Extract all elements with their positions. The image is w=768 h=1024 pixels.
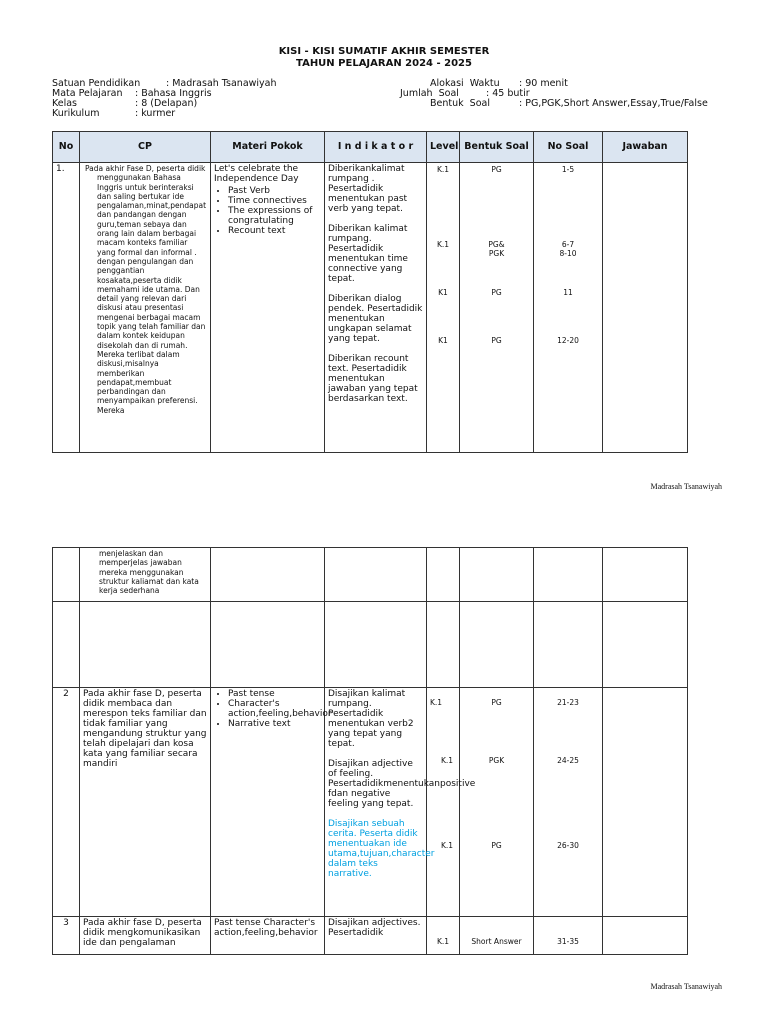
kisi-table-page2 (52, 547, 688, 955)
materi-intro: Let's celebrate the Independence Day (214, 164, 299, 184)
meta-kurikulum-value: : kurmer (135, 108, 176, 119)
bentuk-value: Short Answer (471, 937, 522, 946)
meta-satuan-label: Satuan Pendidikan (52, 78, 141, 89)
materi-item: • The expressions of congratulating (228, 206, 321, 226)
table-row (53, 548, 688, 602)
nosoal-value: 21-23 (557, 698, 579, 707)
meta-satuan-value: : Madrasah Tsanawiyah (166, 78, 277, 89)
materi-item: • Past tense (228, 689, 321, 699)
nosoal-value: 1-5 (561, 165, 575, 174)
meta-kelas-value: : 8 (Delapan) (135, 98, 198, 109)
doc-title: KISI - KISI SUMATIF AKHIR SEMESTER (278, 46, 490, 57)
indikator-text: Diberikankalimat rumpang . Pesertadidik menentukan past verb yang tepat. (328, 164, 408, 214)
meta-mapel-value: : Bahasa Inggris (135, 88, 212, 99)
cp-text: menjelaskan dan memperjelas jawaban mereka menggunakan struktur kaliamat dan kata kerja sederhana (99, 549, 199, 596)
footer-text: Madrasah Tsanawiyah (650, 482, 722, 491)
materi-text: Past tense Character's action,feeling,behavior (214, 918, 318, 938)
indikator-text: Diberikan kalimat rumpang. Pesertadidik menentukan time connective yang tepat. (328, 224, 408, 284)
meta-alokasi-value: : 90 menit (519, 78, 568, 89)
nosoal-value: 11 (563, 288, 573, 297)
nosoal-value: 26-30 (557, 841, 579, 850)
row-number: 3 (63, 918, 69, 928)
cp-text: Pada akhir fase D, peserta didik mengkomunikasikan ide dan pengalaman (83, 918, 202, 948)
level-value: K1 (438, 336, 448, 345)
nosoal-value: 24-25 (557, 756, 579, 765)
bentuk-value: PG& (488, 240, 505, 249)
bentuk-value: PG (491, 288, 502, 297)
level-value: K.1 (441, 756, 454, 765)
row-number: 2 (63, 689, 69, 699)
jawaban-cell (603, 917, 688, 955)
bentuk-value: PG (491, 841, 502, 850)
meta-bentuk-value: : PG,PGK,Short Answer,Essay,True/False (519, 98, 708, 109)
indikator-text: Diberikan dialog pendek. Pesertadidik menentukan ungkapan selamat yang tepat. (328, 294, 423, 344)
footer-text: Madrasah Tsanawiyah (650, 982, 722, 991)
meta-mapel-label: Mata Pelajaran (52, 88, 123, 99)
table-row (53, 163, 688, 453)
nosoal-value: 31-35 (557, 937, 579, 946)
col-cp: CP (80, 132, 211, 163)
meta-kelas-label: Kelas (52, 98, 78, 109)
col-jawaban: Jawaban (603, 132, 688, 163)
bentuk-value: PG (491, 165, 502, 174)
materi-item: • Narrative text (228, 719, 321, 729)
col-nosoal: No Soal (534, 132, 603, 163)
indikator-text-highlight: Disajikan sebuah cerita. Peserta didik menentuakan ide utama,tujuan,character dalam teks narrative. (328, 819, 435, 879)
level-value: K.1 (436, 937, 450, 946)
cp-text: Pada akhir fase D, peserta didik membaca dan merespon teks familiar dan tidak familiar yang mengandung struktur yang telah dipelajari dan kosa kata yang familiar secara mandiri (83, 689, 207, 769)
col-indikator: I n d i k a t o r (325, 132, 427, 163)
table-row (53, 917, 688, 955)
table-row (53, 688, 688, 917)
jawaban-cell (603, 163, 688, 453)
materi-item: • Character's action,feeling,behavior (228, 699, 321, 719)
level-value: K1 (438, 288, 448, 297)
table-row (53, 602, 688, 688)
bentuk-value: PGK (488, 249, 505, 258)
bentuk-value: PG (491, 698, 502, 707)
row-number: 1. (56, 164, 65, 174)
col-bentuk: Bentuk Soal (460, 132, 534, 163)
bentuk-value: PGK (488, 756, 505, 765)
materi-item: • Past Verb (228, 186, 321, 196)
materi-item: • Recount text (228, 226, 321, 236)
nosoal-value: 6-7 (561, 240, 575, 249)
meta-kurikulum-label: Kurikulum (52, 108, 100, 119)
indikator-text: Disajikan adjectives. Pesertadidik (328, 918, 421, 938)
nosoal-value: 12-20 (557, 336, 579, 345)
meta-jumlah-value: : 45 butir (486, 88, 530, 99)
col-level: Level (427, 132, 460, 163)
meta-alokasi-label: Alokasi Waktu (430, 78, 500, 89)
doc-subtitle: TAHUN PELAJARAN 2024 - 2025 (296, 58, 472, 69)
level-value: K.1 (430, 698, 443, 707)
col-materi: Materi Pokok (211, 132, 325, 163)
indikator-text: Diberikan recount text. Pesertadidik menentukan jawaban yang tepat berdasarkan text. (328, 354, 418, 404)
meta-bentuk-label: Bentuk Soal (430, 98, 490, 109)
level-value: K.1 (436, 165, 450, 174)
level-value: K.1 (441, 841, 454, 850)
indikator-text: Disajikan adjective of feeling. Pesertadidikmenentukanpositive fdan negative feeling yang tepat. (328, 759, 476, 809)
bentuk-value: PG (491, 336, 502, 345)
col-no: No (53, 132, 80, 163)
indikator-text: Disajikan kalimat rumpang. Pesertadidik menentukan verb2 yang tepat yang tepat. (328, 689, 414, 749)
kisi-table-page1 (52, 131, 688, 453)
meta-jumlah-label: Jumlah Soal (400, 88, 459, 99)
jawaban-cell (603, 688, 688, 917)
cp-text: Pada akhir Fase D, peserta didik menggunakan Bahasa Inggris untuk berinteraksi dan saling bertukar ide pengalaman,minat,pendapat dan pandangan dengan guru,teman sebaya dan orang lain dalam berbagai macam konteks familiar yang formal dan informal . dengan pengulangan dan penggantian kosakata,peserta didik memahami ide utama. Dan detail yang relevan dari diskusi atau presentasi mengenai berbagai macam topik yang telah familiar dan dalam kontek keidupan disekolah dan di rumah. Mereka terlibat dalam diskusi,misalnya memberikan pendapat,membuat perbandingan dan menyampaikan preferensi. Mereka (85, 164, 207, 415)
nosoal-value: 8-10 (559, 249, 577, 258)
materi-item: • Time connectives (228, 196, 321, 206)
level-value: K.1 (436, 240, 450, 249)
